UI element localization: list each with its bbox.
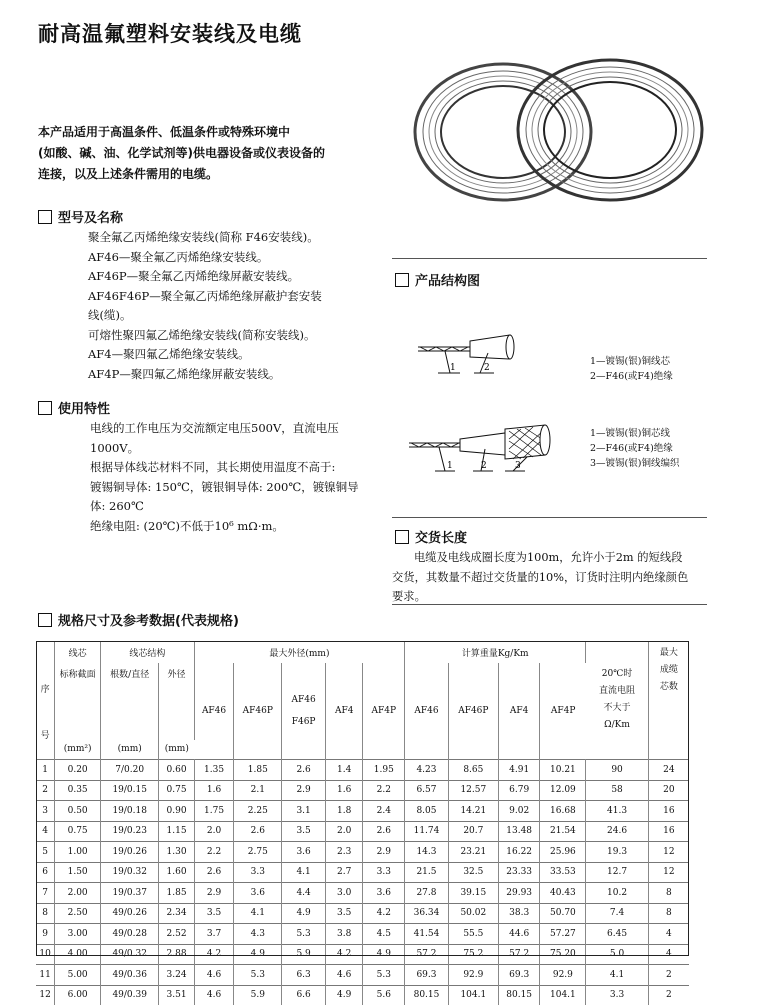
table-cell: 8 bbox=[648, 903, 689, 924]
table-cell: 2.75 bbox=[234, 842, 282, 863]
table-cell: 57.2 bbox=[405, 944, 449, 965]
table-row bbox=[36, 985, 689, 1005]
table-cell: 12 bbox=[648, 842, 689, 863]
table-cell: 21.54 bbox=[540, 821, 586, 842]
table-cell: 2.2 bbox=[194, 842, 234, 863]
table-cell: 0.20 bbox=[55, 760, 101, 781]
table-cell: 3.5 bbox=[325, 903, 362, 924]
usage-heading bbox=[38, 398, 110, 417]
table-cell: 5.9 bbox=[234, 985, 282, 1005]
table-cell: 12 bbox=[648, 862, 689, 883]
table-cell: 5.6 bbox=[363, 985, 405, 1005]
structure-heading-text: 产品结构图 bbox=[415, 270, 480, 289]
table-cell: 104.1 bbox=[540, 985, 586, 1005]
table-cell: 80.15 bbox=[405, 985, 449, 1005]
header-type: AF46 bbox=[194, 663, 234, 760]
table-cell: 2.00 bbox=[55, 883, 101, 904]
table-cell: 1.30 bbox=[159, 842, 194, 863]
table-cell: 16.68 bbox=[540, 801, 586, 822]
header-wtype: AF46P bbox=[448, 663, 498, 760]
table-cell: 4.9 bbox=[363, 944, 405, 965]
checkbox-square-icon bbox=[395, 530, 409, 544]
table-cell: 4.2 bbox=[363, 903, 405, 924]
table-cell: 9.02 bbox=[498, 801, 540, 822]
table-cell: 0.60 bbox=[159, 760, 194, 781]
table-cell: 4 bbox=[648, 944, 689, 965]
table-cell: 38.3 bbox=[498, 903, 540, 924]
table-cell: 4 bbox=[648, 924, 689, 945]
table-cell: 20 bbox=[648, 780, 689, 801]
fig2-legend bbox=[590, 426, 679, 471]
table-cell: 2 bbox=[648, 985, 689, 1005]
usage-line: 1000V。 bbox=[90, 439, 370, 459]
table-cell: 5.3 bbox=[363, 965, 405, 986]
table-cell: 2.2 bbox=[363, 780, 405, 801]
table-cell: 1.85 bbox=[234, 760, 282, 781]
table-cell: 1.35 bbox=[194, 760, 234, 781]
delivery-text bbox=[392, 548, 712, 607]
model-line: AF46F46P—聚全氟乙丙烯绝缘屏蔽护套安装 bbox=[88, 287, 368, 307]
intro-line: (如酸、碱、油、化学试剂等)供电器设备或仪表设备的 bbox=[38, 143, 368, 164]
table-cell: 7 bbox=[36, 883, 55, 904]
header-text: 芯数 bbox=[649, 679, 689, 696]
header-text: 不大于 bbox=[586, 700, 647, 717]
table-cell: 2 bbox=[36, 780, 55, 801]
table-cell: 8.65 bbox=[448, 760, 498, 781]
table-cell: 0.90 bbox=[159, 801, 194, 822]
table-cell: 3.6 bbox=[363, 883, 405, 904]
table-cell: 1.4 bbox=[325, 760, 362, 781]
spec-heading bbox=[38, 610, 239, 629]
legend-line: 1—镀锡(银)铜线芯 bbox=[590, 354, 673, 369]
table-cell: 8 bbox=[36, 903, 55, 924]
table-cell: 3.0 bbox=[325, 883, 362, 904]
table-cell: 24.6 bbox=[586, 821, 648, 842]
structure-heading bbox=[395, 270, 480, 289]
checkbox-square-icon bbox=[38, 210, 52, 224]
table-row bbox=[36, 760, 689, 781]
usage-line: 根据导体线芯材料不同，其长期使用温度不高于: bbox=[90, 458, 370, 478]
table-cell: 6.3 bbox=[282, 965, 326, 986]
checkbox-square-icon bbox=[38, 401, 52, 415]
table-cell: 20.7 bbox=[448, 821, 498, 842]
table-cell: 12.09 bbox=[540, 780, 586, 801]
table-cell: 69.3 bbox=[498, 965, 540, 986]
table-cell: 27.8 bbox=[405, 883, 449, 904]
usage-list bbox=[90, 419, 370, 536]
fig1-label: 2 bbox=[484, 363, 490, 373]
legend-line: 3—镀锡(银)铜线编织 bbox=[590, 456, 679, 471]
table-cell: 3.5 bbox=[282, 821, 326, 842]
table-cell: 50.02 bbox=[448, 903, 498, 924]
header-text: Ω/Km bbox=[586, 717, 647, 734]
table-cell: 55.5 bbox=[448, 924, 498, 945]
header-count: 根数/直径 bbox=[101, 663, 159, 740]
fig2-label: 1 bbox=[447, 461, 453, 471]
fig2-label: 3 bbox=[515, 461, 521, 471]
table-cell: 4.6 bbox=[194, 985, 234, 1005]
spec-table-header bbox=[36, 641, 689, 760]
table-cell: 2.0 bbox=[325, 821, 362, 842]
intro-paragraph bbox=[38, 122, 368, 185]
header-text: 成缆 bbox=[649, 662, 689, 679]
table-cell: 12.57 bbox=[448, 780, 498, 801]
table-row bbox=[36, 965, 689, 986]
table-cell: 4.5 bbox=[363, 924, 405, 945]
header-wtype: AF4P bbox=[540, 663, 586, 760]
table-row bbox=[36, 944, 689, 965]
table-cell: 2.88 bbox=[159, 944, 194, 965]
header-count-unit: (mm) bbox=[101, 740, 159, 760]
table-cell: 4.6 bbox=[194, 965, 234, 986]
model-line: AF4P—聚四氟乙烯绝缘屏蔽安装线。 bbox=[88, 365, 368, 385]
table-cell: 12.7 bbox=[586, 862, 648, 883]
table-cell: 4.2 bbox=[194, 944, 234, 965]
table-cell: 32.5 bbox=[448, 862, 498, 883]
table-cell: 49/0.36 bbox=[101, 965, 159, 986]
table-cell: 2.3 bbox=[325, 842, 362, 863]
header-od: 外径 bbox=[159, 663, 194, 740]
table-cell: 6.00 bbox=[55, 985, 101, 1005]
table-cell: 2.7 bbox=[325, 862, 362, 883]
header-type: AF46 F46P bbox=[282, 663, 326, 760]
table-cell: 41.3 bbox=[586, 801, 648, 822]
table-cell: 1.00 bbox=[55, 842, 101, 863]
table-cell: 5.3 bbox=[282, 924, 326, 945]
table-cell: 4.91 bbox=[498, 760, 540, 781]
table-cell: 36.34 bbox=[405, 903, 449, 924]
table-cell: 14.3 bbox=[405, 842, 449, 863]
table-cell: 4.9 bbox=[325, 985, 362, 1005]
table-cell: 4.23 bbox=[405, 760, 449, 781]
table-cell: 5.00 bbox=[55, 965, 101, 986]
table-cell: 2.6 bbox=[194, 862, 234, 883]
table-cell: 2.6 bbox=[234, 821, 282, 842]
table-cell: 2.6 bbox=[363, 821, 405, 842]
table-cell: 11 bbox=[36, 965, 55, 986]
table-cell: 13.48 bbox=[498, 821, 540, 842]
header-text: 最大 bbox=[649, 645, 689, 662]
table-cell: 1.50 bbox=[55, 862, 101, 883]
table-cell: 39.15 bbox=[448, 883, 498, 904]
table-cell: 0.50 bbox=[55, 801, 101, 822]
header-max-od: 最大外径(mm) bbox=[194, 641, 404, 663]
table-row bbox=[36, 862, 689, 883]
model-line: 聚全氟乙丙烯绝缘安装线(简称 F46安装线)。 bbox=[88, 228, 368, 248]
table-cell: 16 bbox=[648, 821, 689, 842]
table-cell: 4.9 bbox=[282, 903, 326, 924]
table-cell: 1.75 bbox=[194, 801, 234, 822]
table-cell: 1.6 bbox=[194, 780, 234, 801]
table-cell: 29.93 bbox=[498, 883, 540, 904]
table-row bbox=[36, 780, 689, 801]
model-line: AF46P—聚全氟乙丙烯绝缘屏蔽安装线。 bbox=[88, 267, 368, 287]
table-cell: 8 bbox=[648, 883, 689, 904]
table-cell: 9 bbox=[36, 924, 55, 945]
table-cell: 5.3 bbox=[234, 965, 282, 986]
table-cell: 4 bbox=[36, 821, 55, 842]
table-cell: 6.79 bbox=[498, 780, 540, 801]
table-cell: 2.4 bbox=[363, 801, 405, 822]
header-core-sub: 标称截面 bbox=[55, 663, 101, 740]
table-cell: 75.2 bbox=[448, 944, 498, 965]
table-cell: 2 bbox=[648, 965, 689, 986]
header-struct: 线芯结构 bbox=[101, 641, 195, 663]
table-cell: 69.3 bbox=[405, 965, 449, 986]
table-cell: 8.05 bbox=[405, 801, 449, 822]
fig1-legend bbox=[590, 354, 673, 384]
table-cell: 2.6 bbox=[282, 760, 326, 781]
table-cell: 3.51 bbox=[159, 985, 194, 1005]
table-cell: 10.2 bbox=[586, 883, 648, 904]
fig2-label: 2 bbox=[481, 461, 487, 471]
table-cell: 6.6 bbox=[282, 985, 326, 1005]
table-row bbox=[36, 924, 689, 945]
wire-coil-image bbox=[408, 50, 708, 210]
table-cell: 40.43 bbox=[540, 883, 586, 904]
wire-diagram-1 bbox=[410, 325, 560, 385]
table-cell: 90 bbox=[586, 760, 648, 781]
table-cell: 4.2 bbox=[325, 944, 362, 965]
table-cell: 4.9 bbox=[234, 944, 282, 965]
model-line: 线(缆)。 bbox=[88, 306, 368, 326]
table-cell: 2.1 bbox=[234, 780, 282, 801]
table-cell: 19/0.32 bbox=[101, 862, 159, 883]
legend-line: 1—镀锡(银)铜芯线 bbox=[590, 426, 679, 441]
table-cell: 23.33 bbox=[498, 862, 540, 883]
table-cell: 3.5 bbox=[194, 903, 234, 924]
usage-heading-text: 使用特性 bbox=[58, 398, 110, 417]
header-text: 直流电阻 bbox=[586, 683, 647, 700]
table-cell: 4.1 bbox=[586, 965, 648, 986]
header-text: 20℃时 bbox=[586, 666, 647, 683]
usage-line: 体: 260℃ bbox=[90, 497, 370, 517]
table-cell: 49/0.39 bbox=[101, 985, 159, 1005]
table-cell: 1.85 bbox=[159, 883, 194, 904]
divider bbox=[392, 517, 707, 518]
table-row bbox=[36, 842, 689, 863]
table-cell: 3.6 bbox=[234, 883, 282, 904]
table-cell: 6.57 bbox=[405, 780, 449, 801]
delivery-line: 电缆及电线成圈长度为100m，允许小于2m 的短线段 bbox=[392, 548, 712, 568]
table-cell: 1 bbox=[36, 760, 55, 781]
usage-line: 电线的工作电压为交流额定电压500V，直流电压 bbox=[90, 419, 370, 439]
wire-diagram-2 bbox=[405, 415, 565, 480]
table-cell: 7.4 bbox=[586, 903, 648, 924]
table-row bbox=[36, 821, 689, 842]
table-cell: 12 bbox=[36, 985, 55, 1005]
header-wtype: AF4 bbox=[498, 663, 540, 760]
model-line: AF4—聚四氟乙烯绝缘安装线。 bbox=[88, 345, 368, 365]
table-cell: 4.1 bbox=[234, 903, 282, 924]
table-cell: 2.25 bbox=[234, 801, 282, 822]
table-cell: 19.3 bbox=[586, 842, 648, 863]
table-cell: 92.9 bbox=[540, 965, 586, 986]
table-cell: 104.1 bbox=[448, 985, 498, 1005]
table-cell: 25.96 bbox=[540, 842, 586, 863]
spec-table-body bbox=[36, 760, 689, 1005]
table-cell: 5 bbox=[36, 842, 55, 863]
table-cell: 16 bbox=[648, 801, 689, 822]
table-cell: 2.9 bbox=[282, 780, 326, 801]
legend-line: 2—F46(或F4)绝缘 bbox=[590, 369, 673, 384]
delivery-heading-text: 交货长度 bbox=[415, 527, 467, 546]
table-cell: 4.00 bbox=[55, 944, 101, 965]
header-text: 号 bbox=[36, 713, 54, 759]
table-cell: 75.20 bbox=[540, 944, 586, 965]
header-seq bbox=[36, 641, 55, 760]
table-cell: 49/0.28 bbox=[101, 924, 159, 945]
spec-heading-text: 规格尺寸及参考数据(代表规格) bbox=[58, 610, 239, 629]
table-cell: 3.6 bbox=[282, 842, 326, 863]
table-cell: 3.3 bbox=[234, 862, 282, 883]
table-cell: 7/0.20 bbox=[101, 760, 159, 781]
table-cell: 92.9 bbox=[448, 965, 498, 986]
model-line: AF46—聚全氟乙丙烯绝缘安装线。 bbox=[88, 248, 368, 268]
table-cell: 19/0.23 bbox=[101, 821, 159, 842]
models-heading bbox=[38, 207, 123, 226]
table-cell: 57.27 bbox=[540, 924, 586, 945]
header-type: AF46P bbox=[234, 663, 282, 760]
header-core-unit: (mm²) bbox=[55, 740, 101, 760]
delivery-heading bbox=[395, 527, 467, 546]
divider bbox=[392, 604, 707, 605]
header-core: 线芯 bbox=[55, 641, 101, 663]
table-cell: 58 bbox=[586, 780, 648, 801]
divider bbox=[392, 258, 707, 259]
table-cell: 49/0.26 bbox=[101, 903, 159, 924]
table-cell: 33.53 bbox=[540, 862, 586, 883]
table-cell: 3 bbox=[36, 801, 55, 822]
table-row bbox=[36, 801, 689, 822]
table-cell: 4.1 bbox=[282, 862, 326, 883]
table-cell: 44.6 bbox=[498, 924, 540, 945]
table-cell: 0.35 bbox=[55, 780, 101, 801]
table-cell: 5.9 bbox=[282, 944, 326, 965]
delivery-line: 交货，其数量不超过交货量的10%，订货时注明内绝缘颜色 bbox=[392, 568, 712, 588]
table-cell: 3.3 bbox=[363, 862, 405, 883]
table-cell: 1.6 bbox=[325, 780, 362, 801]
table-cell: 1.60 bbox=[159, 862, 194, 883]
intro-line: 本产品适用于高温条件、低温条件或特殊环境中 bbox=[38, 122, 368, 143]
table-cell: 80.15 bbox=[498, 985, 540, 1005]
table-cell: 3.00 bbox=[55, 924, 101, 945]
delivery-line: 要求。 bbox=[392, 587, 712, 607]
table-cell: 19/0.26 bbox=[101, 842, 159, 863]
model-line: 可熔性聚四氟乙烯绝缘安装线(简称安装线)。 bbox=[88, 326, 368, 346]
table-cell: 3.8 bbox=[325, 924, 362, 945]
legend-line: 2—F46(或F4)绝缘 bbox=[590, 441, 679, 456]
table-cell: 19/0.18 bbox=[101, 801, 159, 822]
table-cell: 1.15 bbox=[159, 821, 194, 842]
table-cell: 4.6 bbox=[325, 965, 362, 986]
table-cell: 1.95 bbox=[363, 760, 405, 781]
table-cell: 24 bbox=[648, 760, 689, 781]
table-cell: 0.75 bbox=[55, 821, 101, 842]
checkbox-square-icon bbox=[38, 613, 52, 627]
header-text: 序 bbox=[36, 667, 54, 713]
table-cell: 41.54 bbox=[405, 924, 449, 945]
table-cell: 14.21 bbox=[448, 801, 498, 822]
header-od-unit: (mm) bbox=[159, 740, 194, 760]
table-cell: 4.4 bbox=[282, 883, 326, 904]
usage-line: 镀锡铜导体: 150℃，镀银铜导体: 200℃，镀镍铜导 bbox=[90, 478, 370, 498]
table-cell: 16.22 bbox=[498, 842, 540, 863]
table-cell: 49/0.32 bbox=[101, 944, 159, 965]
table-cell: 0.75 bbox=[159, 780, 194, 801]
fig1-label: 1 bbox=[450, 363, 456, 373]
usage-line: 绝缘电阻: (20℃)不低于10⁶ mΩ·m。 bbox=[90, 517, 370, 537]
header-type: AF4 bbox=[325, 663, 362, 760]
checkbox-square-icon bbox=[395, 273, 409, 287]
table-cell: 4.3 bbox=[234, 924, 282, 945]
table-cell: 10.21 bbox=[540, 760, 586, 781]
header-resistance bbox=[586, 641, 648, 760]
table-cell: 2.9 bbox=[363, 842, 405, 863]
table-cell: 6 bbox=[36, 862, 55, 883]
table-cell: 3.7 bbox=[194, 924, 234, 945]
table-cell: 2.50 bbox=[55, 903, 101, 924]
table-cell: 50.70 bbox=[540, 903, 586, 924]
table-cell: 2.9 bbox=[194, 883, 234, 904]
table-cell: 1.8 bbox=[325, 801, 362, 822]
intro-line: 连接，以及上述条件需用的电缆。 bbox=[38, 164, 368, 185]
table-cell: 6.45 bbox=[586, 924, 648, 945]
table-row bbox=[36, 883, 689, 904]
table-cell: 2.52 bbox=[159, 924, 194, 945]
header-type: AF4P bbox=[363, 663, 405, 760]
spec-table bbox=[36, 641, 689, 1005]
table-cell: 2.34 bbox=[159, 903, 194, 924]
table-cell: 19/0.15 bbox=[101, 780, 159, 801]
models-list bbox=[88, 228, 368, 384]
table-cell: 11.74 bbox=[405, 821, 449, 842]
header-weight: 计算重量Kg/Km bbox=[405, 641, 586, 663]
page-title: 耐高温氟塑料安装线及电缆 bbox=[38, 18, 302, 48]
models-heading-text: 型号及名称 bbox=[58, 207, 123, 226]
table-cell: 5.0 bbox=[586, 944, 648, 965]
table-cell: 3.24 bbox=[159, 965, 194, 986]
table-cell: 3.3 bbox=[586, 985, 648, 1005]
table-cell: 23.21 bbox=[448, 842, 498, 863]
header-wtype: AF46 bbox=[405, 663, 449, 760]
table-cell: 10 bbox=[36, 944, 55, 965]
header-cores bbox=[648, 641, 689, 760]
table-cell: 57.2 bbox=[498, 944, 540, 965]
table-cell: 2.0 bbox=[194, 821, 234, 842]
table-cell: 21.5 bbox=[405, 862, 449, 883]
table-cell: 19/0.37 bbox=[101, 883, 159, 904]
table-cell: 3.1 bbox=[282, 801, 326, 822]
table-row bbox=[36, 903, 689, 924]
